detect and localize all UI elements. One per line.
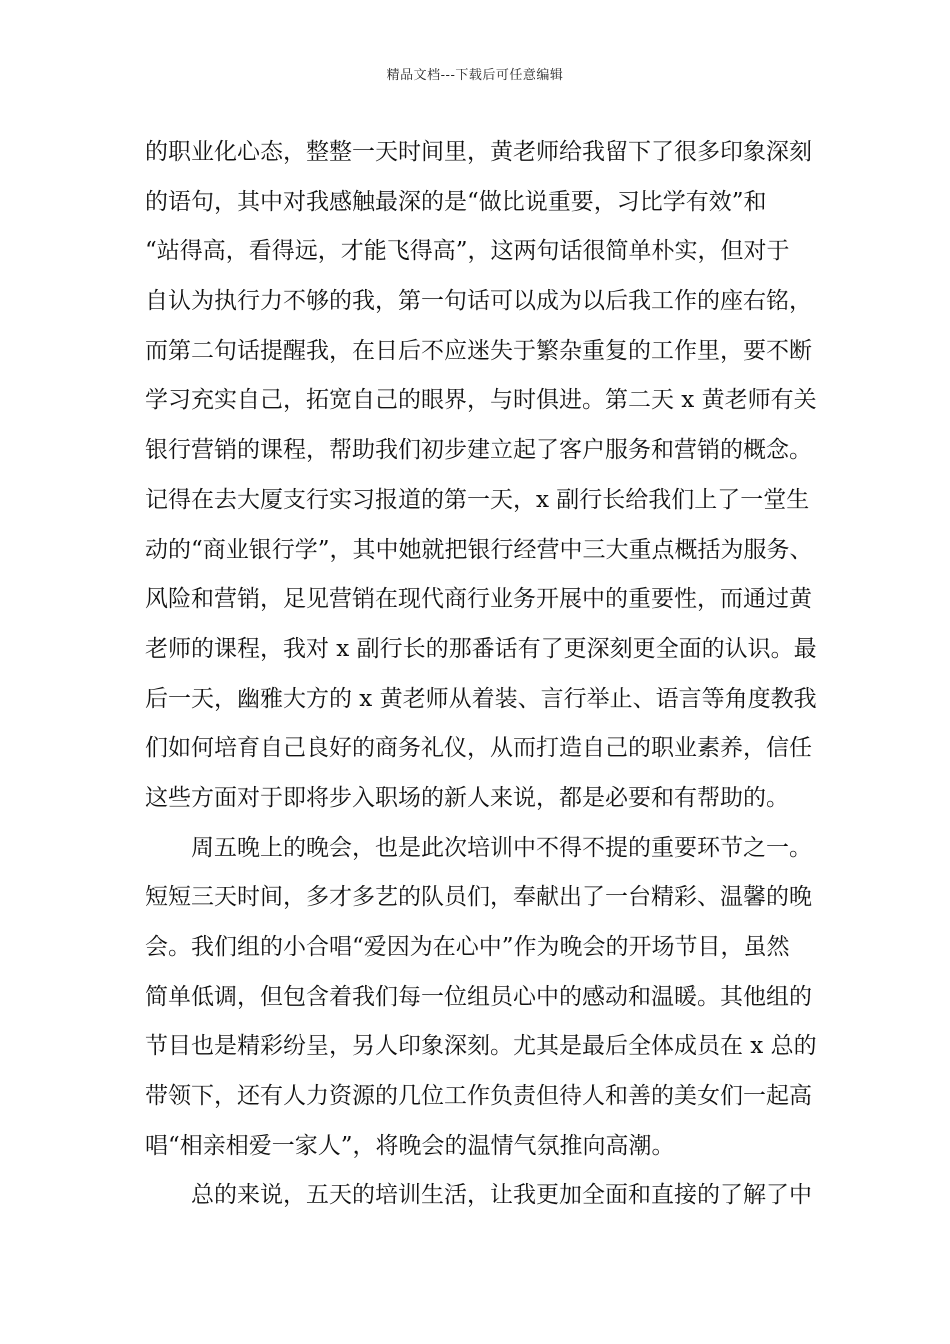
- text-line: 学习充实自己，拓宽自己的眼界，与时俱进。第二天 x 黄老师有关: [145, 387, 817, 414]
- text-line: 的职业化心态，整整一天时间里，黄老师给我留下了很多印象深刻: [145, 139, 812, 165]
- text-line: 银行营销的课程，帮助我们初步建立起了客户服务和营销的概念。: [145, 437, 812, 464]
- text-line: 带领下，还有人力资源的几位工作负责但待人和善的美女们一起高: [145, 1083, 812, 1110]
- text-line: 老师的课程，我对 x 副行长的那番话有了更深刻更全面的认识。最: [145, 635, 817, 662]
- text-line: 风险和营销，足见营销在现代商行业务开展中的重要性，而通过黄: [145, 586, 812, 613]
- text-line: 会。我们组的小合唱“爱因为在心中”作为晚会的开场节目，虽然: [145, 934, 790, 960]
- text-line: 节目也是精彩纷呈，另人印象深刻。尤其是最后全体成员在 x 总的: [145, 1033, 817, 1060]
- text-line: 简单低调，但包含着我们每一位组员心中的感动和温暖。其他组的: [145, 983, 812, 1010]
- text-line: 这些方面对于即将步入职场的新人来说，都是必要和有帮助的。: [145, 784, 789, 811]
- text-line: 的语句，其中对我感触最深的是“做比说重要，习比学有效”和: [145, 188, 767, 215]
- text-line: 动的“商业银行学”，其中她就把银行经营中三大重点概括为服务、: [145, 536, 813, 563]
- text-line: 总的来说，五天的培训生活，让我更加全面和直接的了解了中: [191, 1182, 812, 1209]
- text-line: “站得高，看得远，才能飞得高”，这两句话很简单朴实，但对于: [145, 238, 790, 265]
- text-line: 而第二句话提醒我，在日后不应迷失于繁杂重复的工作里，要不断: [145, 337, 812, 364]
- text-line: 周五晚上的晚会，也是此次培训中不得不提的重要环节之一。: [191, 834, 812, 861]
- page-header: 精品文档---下载后可任意编辑: [386, 68, 564, 83]
- text-line: 短短三天时间，多才多艺的队员们，奉献出了一台精彩、温馨的晚: [145, 884, 812, 911]
- text-line: 唱“相亲相爱一家人”，将晚会的温情气氛推向高潮。: [145, 1132, 675, 1159]
- text-line: 自认为执行力不够的我，第一句话可以成为以后我工作的座右铭，: [145, 288, 812, 315]
- text-line: 记得在去大厦支行实习报道的第一天，x 副行长给我们上了一堂生: [145, 486, 810, 513]
- document-body: [145, 128, 817, 1221]
- text-line: 们如何培育自己良好的商务礼仪，从而打造自己的职业素养，信任: [145, 735, 812, 762]
- text-line: 后一天，幽雅大方的 x 黄老师从着装、言行举止、语言等角度教我: [145, 685, 817, 712]
